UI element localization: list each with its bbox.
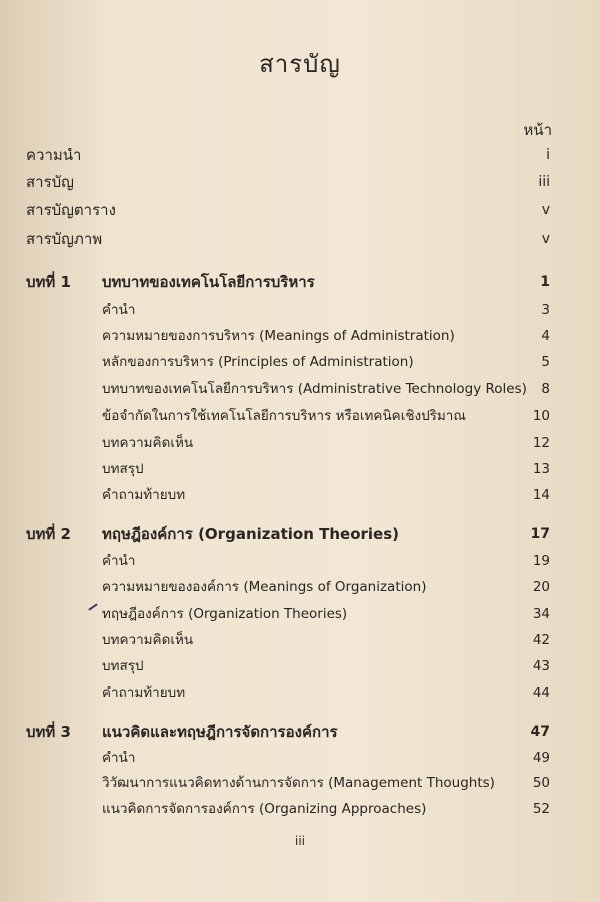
section-entry [0, 746, 600, 770]
section-label: ความหมายของการบริหาร (Meanings of Administration) [102, 328, 455, 344]
entry-page: v [541, 202, 550, 218]
entry-page: v [541, 231, 550, 247]
section-entry [0, 575, 600, 599]
chapter-page: 47 [530, 724, 550, 740]
section-label: คำนำ [102, 553, 136, 569]
section-label: คำถามท้ายบท [102, 685, 186, 701]
chapter-entry [0, 720, 600, 744]
section-page: 44 [532, 685, 550, 701]
section-label: วิวัฒนาการแนวคิดทางด้านการจัดการ (Management Thoughts) [102, 775, 495, 791]
section-entry [0, 377, 600, 401]
page-title: สารบัญ [259, 50, 341, 78]
chapter-number: บทที่ 2 [26, 525, 71, 543]
section-page: 12 [532, 435, 550, 451]
chapter-number: บทที่ 3 [26, 723, 71, 741]
section-page: 10 [532, 408, 550, 424]
section-page: 8 [541, 381, 550, 397]
section-entry [0, 681, 600, 705]
section-entry [0, 771, 600, 795]
section-label: บทความคิดเห็น [102, 435, 194, 451]
chapter-title: ทฤษฎีองค์การ (Organization Theories) [102, 525, 400, 543]
section-entry [0, 431, 600, 455]
section-page: 52 [532, 801, 550, 817]
section-page: 43 [532, 658, 550, 674]
section-page: 42 [532, 632, 550, 648]
section-page: 14 [532, 487, 550, 503]
section-label: ทฤษฎีองค์การ (Organization Theories) [102, 606, 348, 622]
entry-page: iii [538, 174, 550, 190]
toc-entry [0, 143, 600, 167]
section-label: บทบาทของเทคโนโลยีการบริหาร (Administrative Technology Roles) [102, 381, 527, 397]
chapter-page: 1 [540, 274, 550, 290]
entry-label: สารบัญภาพ [26, 230, 103, 248]
chapter-entry [0, 270, 600, 294]
section-entry [0, 628, 600, 652]
section-label: คำถามท้ายบท [102, 487, 186, 503]
section-entry [0, 324, 600, 348]
chapter-page: 17 [530, 526, 550, 542]
section-entry [0, 549, 600, 573]
section-entry [0, 350, 600, 374]
entry-page: i [546, 147, 550, 163]
toc-entry [0, 227, 600, 251]
chapter-entry [0, 522, 600, 546]
page-column-header: หน้า [523, 121, 552, 139]
section-label: หลักของการบริหาร (Principles of Administration) [102, 354, 414, 370]
section-label: บทสรุป [102, 461, 144, 477]
section-page: 3 [541, 302, 550, 318]
section-entry [0, 654, 600, 678]
section-page: 34 [532, 606, 550, 622]
section-page: 5 [541, 354, 550, 370]
page-number: iii [294, 834, 305, 848]
toc-entry [0, 198, 600, 222]
section-page: 49 [532, 750, 550, 766]
section-label: คำนำ [102, 750, 136, 766]
section-page: 4 [541, 328, 550, 344]
section-label: ข้อจำกัดในการใช้เทคโนโลยีการบริหาร หรือเทคนิคเชิงปริมาณ [102, 408, 466, 424]
section-entry [0, 797, 600, 821]
section-label: บทสรุป [102, 658, 144, 674]
section-entry [0, 483, 600, 507]
section-page: 50 [532, 775, 550, 791]
section-entry [0, 404, 600, 428]
chapter-number: บทที่ 1 [26, 273, 71, 291]
entry-label: สารบัญตาราง [26, 201, 116, 219]
section-label: แนวคิดการจัดการองค์การ (Organizing Approaches) [102, 801, 427, 817]
section-page: 19 [532, 553, 550, 569]
section-page: 20 [532, 579, 550, 595]
toc-entry [0, 170, 600, 194]
section-entry [0, 457, 600, 481]
section-entry [0, 602, 600, 626]
chapter-title: บทบาทของเทคโนโลยีการบริหาร [102, 273, 315, 291]
chapter-title: แนวคิดและทฤษฎีการจัดการองค์การ [102, 723, 338, 741]
section-label: คำนำ [102, 302, 136, 318]
section-label: บทความคิดเห็น [102, 632, 194, 648]
section-label: ความหมายขององค์การ (Meanings of Organization) [102, 579, 427, 595]
section-page: 13 [532, 461, 550, 477]
entry-label: ความนำ [26, 146, 82, 164]
entry-label: สารบัญ [26, 173, 74, 191]
section-entry [0, 298, 600, 322]
